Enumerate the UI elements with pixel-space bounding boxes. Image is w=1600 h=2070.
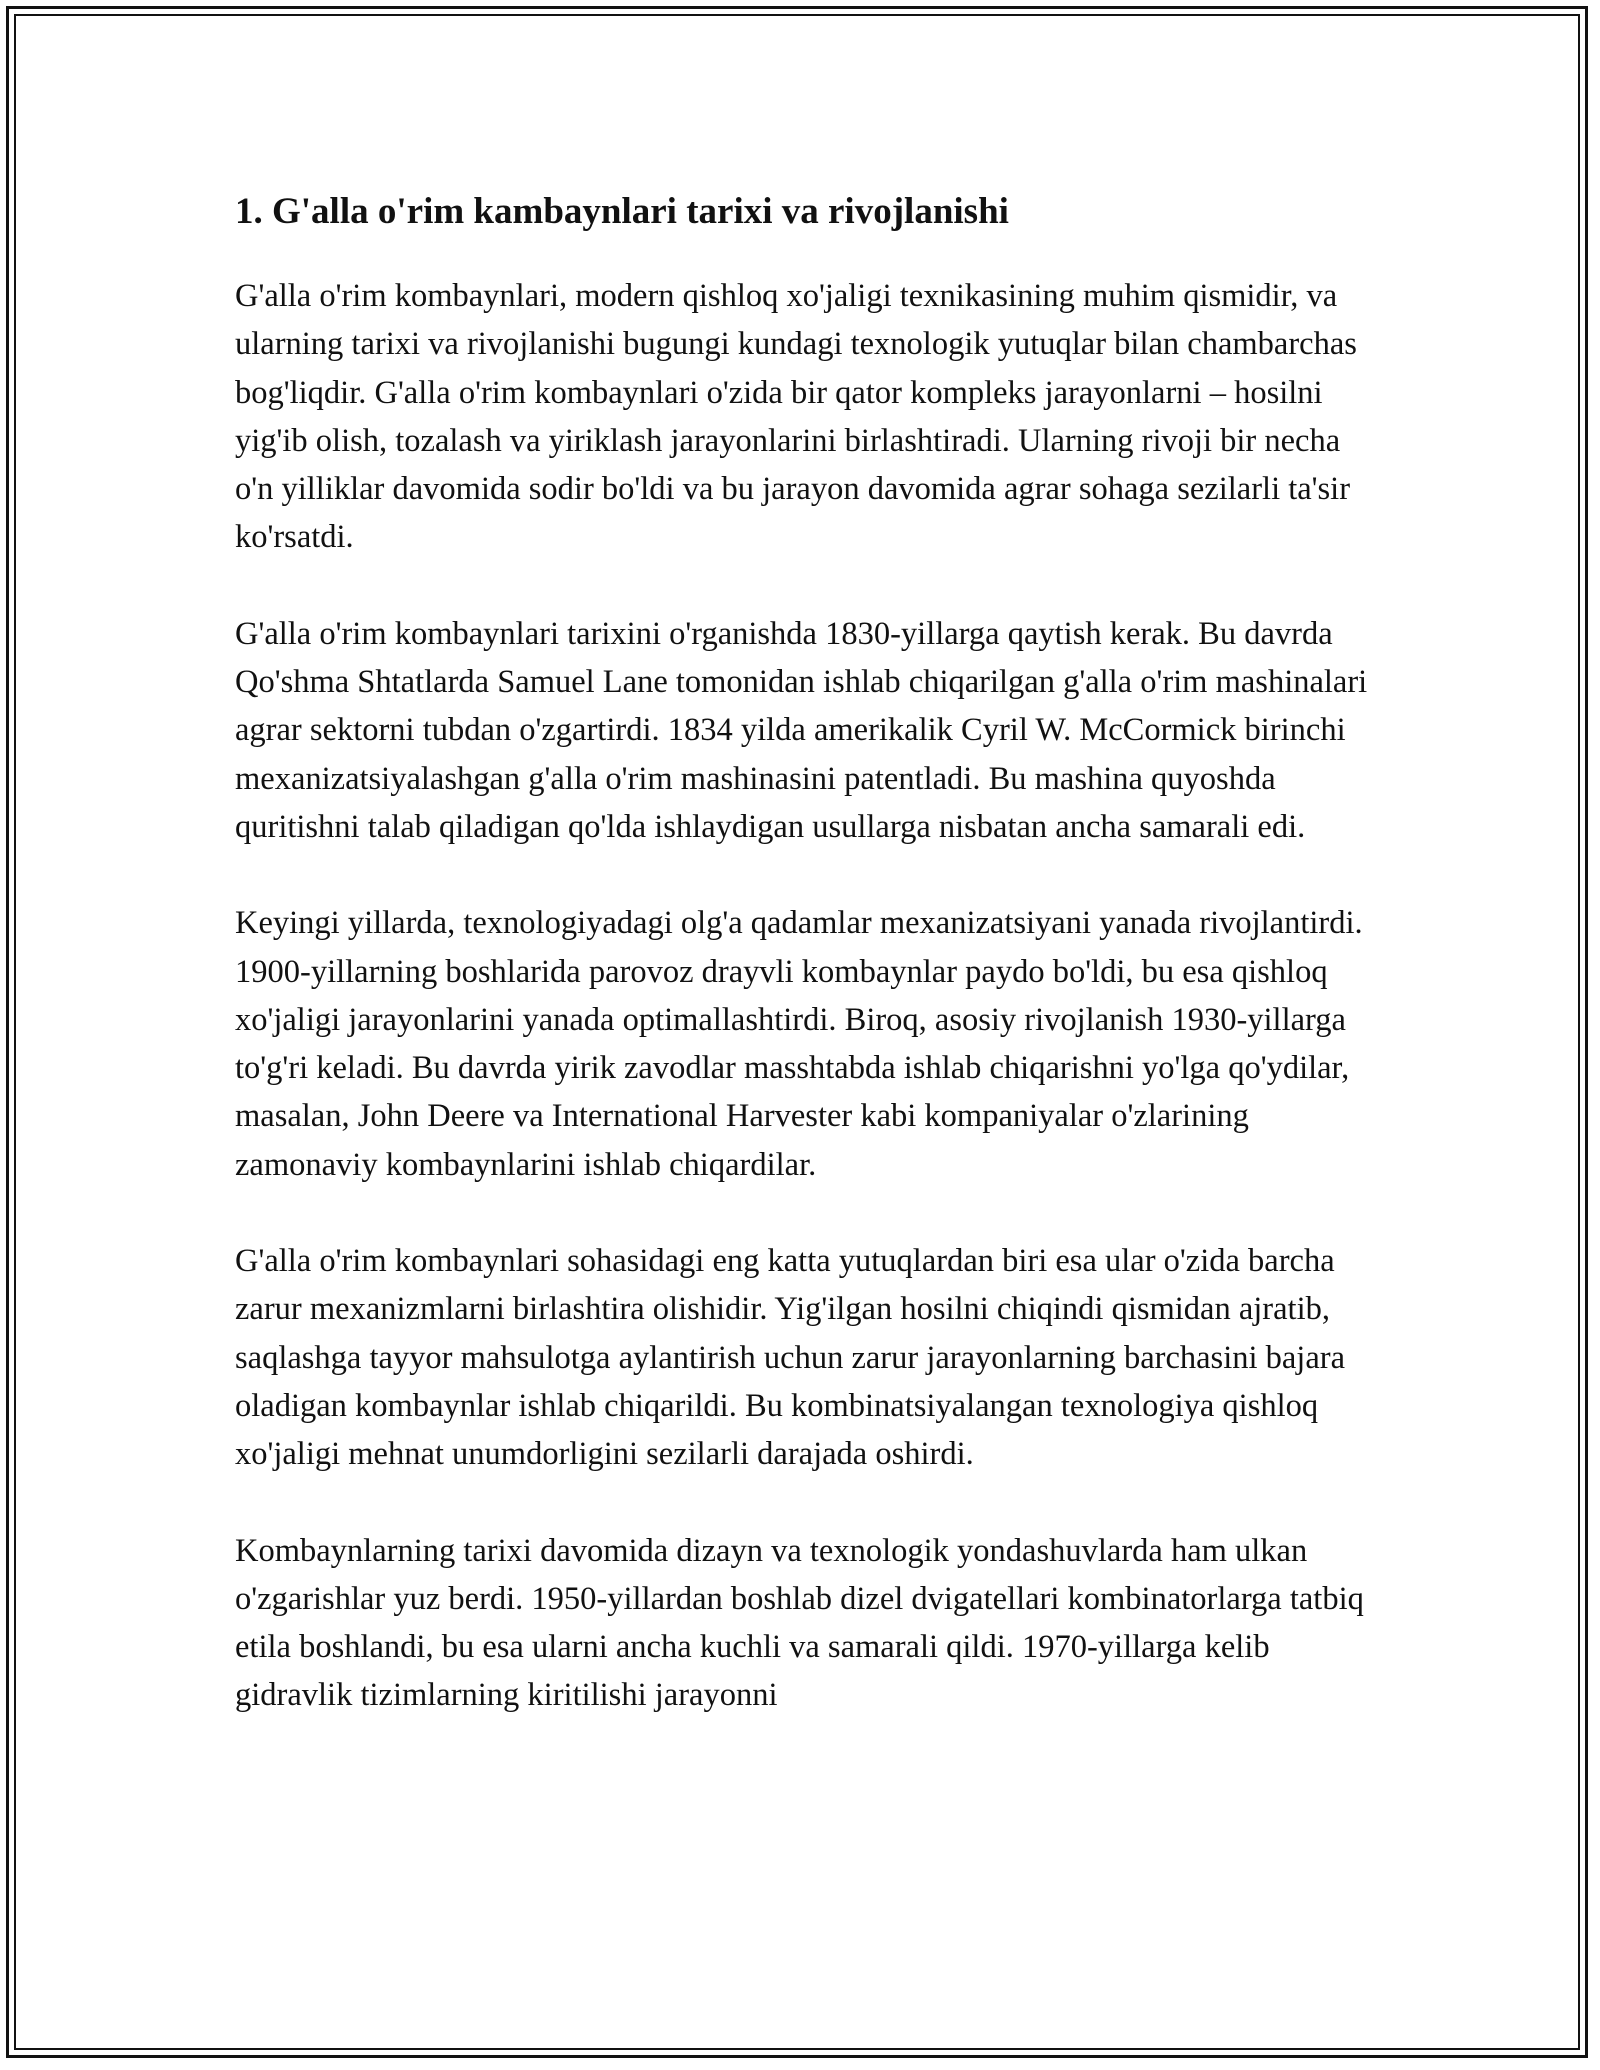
paragraph-5: Kombaynlarning tarixi davomida dizayn va texnologik yondashuvlarda ham ulkan o'zgarishlar yuz berdi. 1950-yillardan boshlab dizel dvigatellari kombinatorlarga tatbiq etila boshlandi, bu esa ularni ancha kuchli va samarali qildi. 1970-yillarga kelib gidravlik tizimlarning kiritilishi jarayonni	[235, 1532, 1364, 1714]
paragraph-4: G'alla o'rim kombaynlari sohasidagi eng katta yutuqlardan biri esa ular o'zida barcha zarur mexanizmlarni birlashtira olishidir. Yig'ilgan hosilni chiqindi qismidan ajratib, saqlashga tayyor mahsulotga aylantirish uchun zarur jarayonlarning barchasini bajara oladigan kombaynlar ishlab chiqarildi. Bu kombinatsiyalangan texnologiya qishloq xo'jaligi mehnat unumdorligini sezilarli darajada oshirdi.	[235, 1243, 1346, 1473]
paragraph-2: G'alla o'rim kombaynlari tarixini o'rganishda 1830-yillarga qaytish kerak. Bu davrda Qo'shma Shtatlarda Samuel Lane tomonidan ishlab chiqarilgan g'alla o'rim mashinalari agrar sektorni tubdan o'zgartirdi. 1834 yilda amerikalik Cyril W. McCormick birinchi mexanizatsiyalashgan g'alla o'rim mashinasini patentladi. Bu mashina quyoshda quritishni talab qiladigan qo'lda ishlaydigan usullarga nisbatan ancha samarali edi.	[235, 615, 1368, 845]
paragraph-1: G'alla o'rim kombaynlari, modern qishloq xo'jaligi texnikasining muhim qismidir, va ularning tarixi va rivojlanishi bugungi kundagi texnologik yutuqlar bilan chambarchas bog'liqdir. G'alla o'rim kombaynlari o'zida bir qator kompleks jarayonlarni – hosilni yig'ib olish, tozalash va yiriklash jarayonlarini birlashtiradi. Ularning rivoji bir necha o'n yilliklar davomida sodir bo'ldi va bu jarayon davomida agrar sohaga sezilarli ta'sir ko'rsatdi.	[235, 278, 1357, 556]
document-body	[235, 188, 1375, 1768]
paragraph-3: Keyingi yillarda, texnologiyadagi olg'a qadamlar mexanizatsiyani yanada rivojlantirdi. 1900-yillarning boshlarida parovoz drayvli kombaynlar paydo bo'ldi, bu esa qishloq xo'jaligi jarayonlarini yanada optimallashtirdi. Biroq, asosiy rivojlanish 1930-yillarga to'g'ri keladi. Bu davrda yirik zavodlar masshtabda ishlab chiqarishni yo'lga qo'ydilar, masalan, John Deere va International Harvester kabi kompaniyalar o'zlarining zamonaviy kombaynlarini ishlab chiqardilar.	[235, 905, 1363, 1183]
section-heading: 1. G'alla o'rim kambaynlari tarixi va rivojlanishi	[235, 191, 1009, 232]
